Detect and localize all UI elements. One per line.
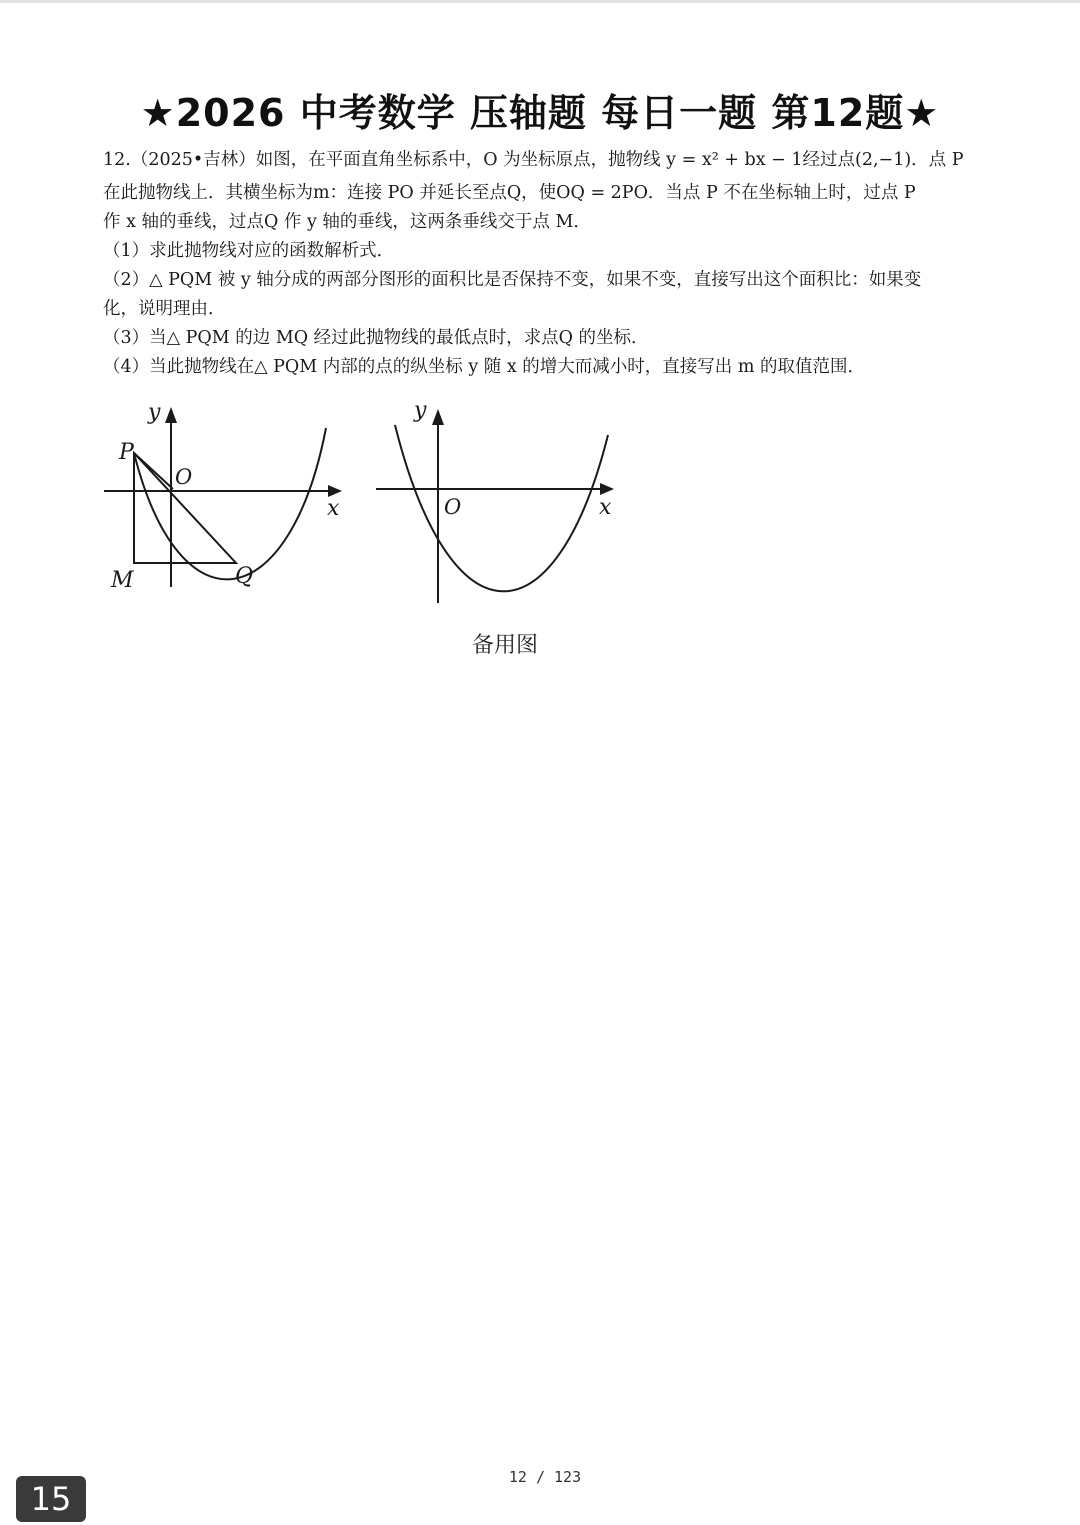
- point-p-label: P: [119, 440, 134, 465]
- problem-line: 在此抛物线上．其横坐标为m：连接 PO 并延长至点Q，使OQ = 2PO．当点 P 不在坐标轴上时，过点 P: [103, 183, 916, 203]
- spare-parabola: [395, 425, 608, 591]
- spare-x-arrow: [600, 483, 614, 495]
- problem-line: 12.（2025•吉林）如图，在平面直角坐标系中，O 为坐标原点，抛物线 y = x² + bx − 1经过点(2,−1)．点 P: [103, 150, 964, 170]
- page-badge: 15: [16, 1476, 86, 1522]
- page-number: 12 / 123: [508, 1468, 582, 1486]
- point-m-label: M: [111, 568, 134, 593]
- problem-line: 化，说明理由．: [103, 299, 226, 319]
- problem-line: 作 x 轴的垂线，过点Q 作 y 轴的垂线，这两条垂线交于点 M．: [103, 212, 591, 232]
- problem-line: （2）△ PQM 被 y 轴分成的两部分图形的面积比是否保持不变，如果不变，直接写出这个面积比：如果变: [103, 270, 922, 290]
- figure-caption: 备用图: [471, 633, 538, 658]
- main-origin-label: O: [175, 465, 193, 489]
- spare-figure: [376, 409, 614, 603]
- problem-line: （4）当此抛物线在△ PQM 内部的点的纵坐标 y 随 x 的增大而减小时，直接写出 m 的取值范围．: [103, 357, 865, 377]
- spare-y-arrow: [432, 409, 444, 425]
- spare-y-label: y: [414, 398, 427, 423]
- spare-x-label: x: [599, 495, 612, 520]
- page-top-border: [0, 0, 1080, 3]
- main-x-label: x: [327, 496, 340, 521]
- spare-origin-label: O: [444, 495, 462, 519]
- figure-area: [0, 395, 640, 629]
- problem-statement: [103, 146, 983, 382]
- main-y-arrow: [165, 407, 177, 423]
- main-figure: [104, 407, 342, 587]
- page-title: ★2026 中考数学 压轴题 每日一题 第12题★: [140, 91, 940, 135]
- graph-figures: [0, 395, 640, 625]
- main-y-label: y: [148, 400, 161, 425]
- point-q-label: Q: [235, 564, 254, 589]
- problem-line: （3）当△ PQM 的边 MQ 经过此抛物线的最低点时，求点Q 的坐标．: [103, 328, 649, 348]
- problem-line: （1）求此抛物线对应的函数解析式．: [103, 241, 395, 261]
